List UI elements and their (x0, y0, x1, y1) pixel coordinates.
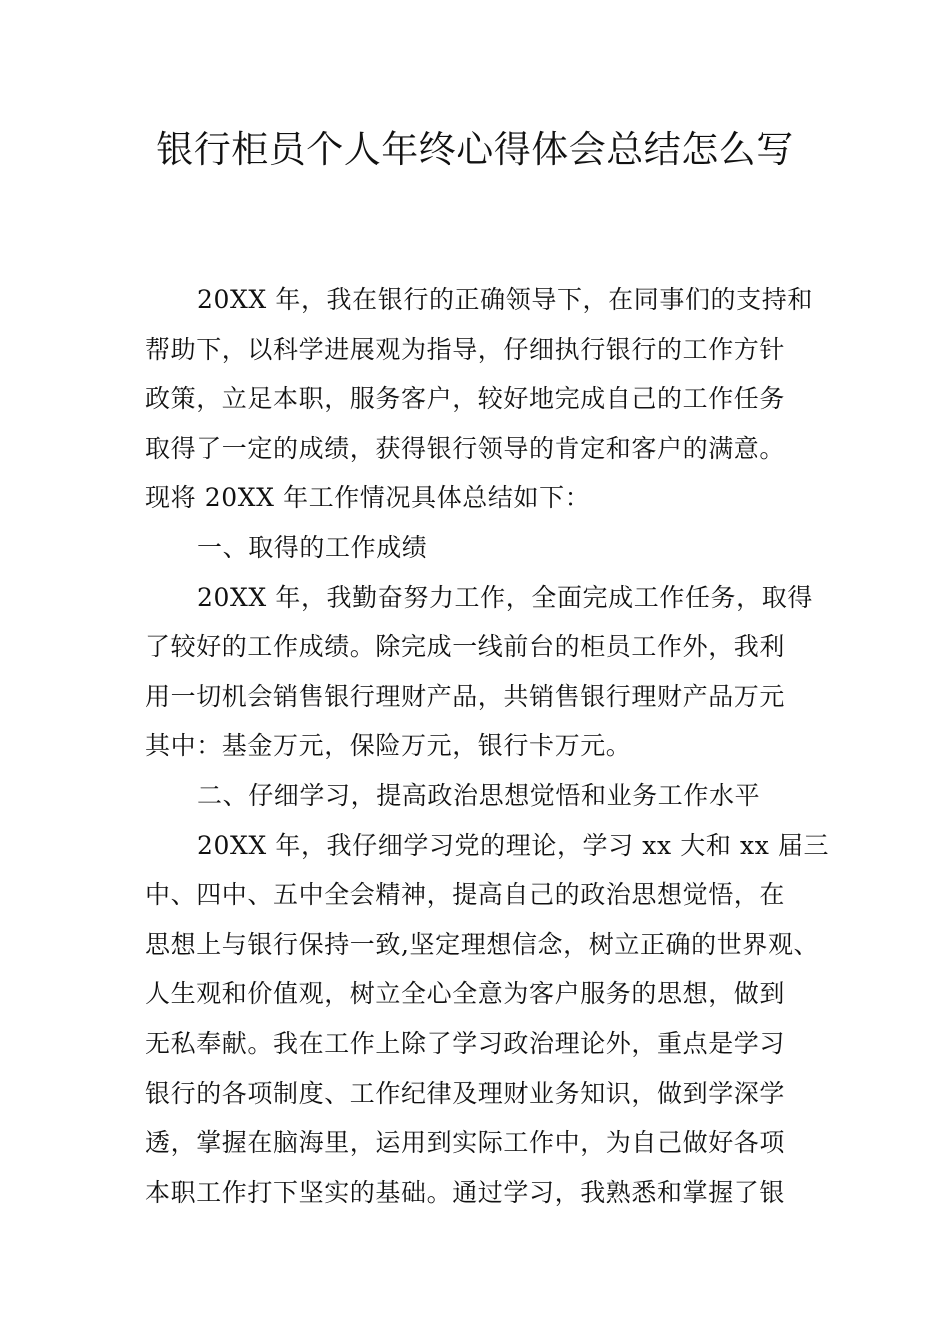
paragraph-line: 中、四中、五中全会精神，提高自己的政治思想觉悟，在 (145, 880, 786, 910)
paragraph-line: 透，掌握在脑海里，运用到实际工作中，为自己做好各项 (145, 1128, 786, 1158)
paragraph-line: 帮助下，以科学进展观为指导，仔细执行银行的工作方针 (145, 334, 786, 364)
document-body (145, 275, 830, 1217)
paragraph-line: 20XX 年，我在银行的正确领导下，在同事们的支持和 (197, 285, 813, 314)
paragraph-line: 人生观和价值观，树立全心全意为客户服务的思想，做到 (145, 979, 786, 1009)
section-heading: 二、仔细学习，提高政治思想觉悟和业务工作水平 (197, 780, 761, 810)
document-title: 银行柜员个人年终心得体会总结怎么写 (156, 128, 794, 171)
paragraph-line: 政策，立足本职，服务客户，较好地完成自己的工作任务 (145, 384, 786, 414)
paragraph-line: 思想上与银行保持一致,坚定理想信念，树立正确的世界观、 (145, 929, 820, 959)
paragraph-line: 现将 20XX 年工作情况具体总结如下： (145, 483, 591, 513)
paragraph-line: 用一切机会销售银行理财产品，共销售银行理财产品万元 (145, 681, 786, 711)
paragraph-line: 无私奉献。我在工作上除了学习政治理论外，重点是学习 (145, 1028, 786, 1058)
paragraph-line: 本职工作打下坚实的基础。通过学习，我熟悉和掌握了银 (145, 1177, 786, 1207)
paragraph-line: 银行的各项制度、工作纪律及理财业务知识，做到学深学 (145, 1078, 786, 1108)
paragraph-line: 20XX 年，我勤奋努力工作，全面完成工作任务，取得 (197, 582, 813, 612)
paragraph-line: 20XX 年，我仔细学习党的理论，学习 xx 大和 xx 届三 (197, 830, 830, 860)
paragraph-line: 取得了一定的成绩，获得银行领导的肯定和客户的满意。 (145, 433, 786, 463)
paragraph-line: 其中：基金万元，保险万元，银行卡万元。 (145, 731, 632, 761)
section-heading: 一、取得的工作成绩 (197, 532, 428, 562)
paragraph-line: 了较好的工作成绩。除完成一线前台的柜员工作外，我利 (145, 632, 786, 662)
